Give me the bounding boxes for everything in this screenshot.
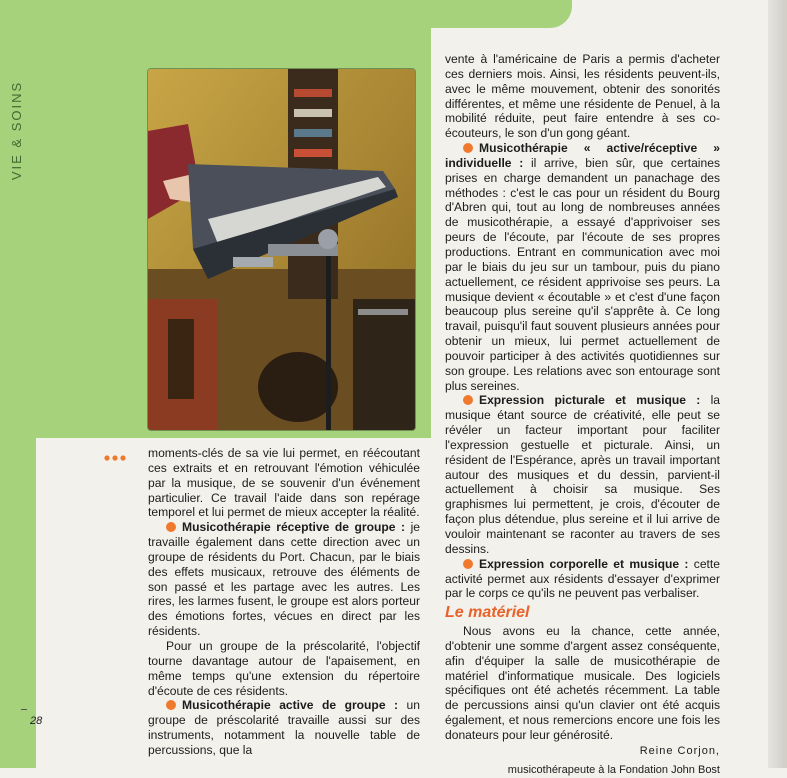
- paragraph: Expression picturale et musique : la musique étant source de créativité, elle peut se révéler un facteur important pour faciliter l'expression gestuelle et picturale. Ainsi, un résident de l'Espérance, après un travail important autour des musiques et du dessin, parvient-il actuellement à choisir sa musique. Ses graphismes lui permettent, je crois, d'écouter de façon plus détendue, plus sereine et il lui arrive de vouloir maintenant se raconter au travers de ses dessins.: [445, 393, 720, 556]
- paragraph: Musicothérapie « active/réceptive » individuelle : il arrive, bien sûr, que certaines prises en charge demandent un panachage des méthodes : c'est le cas pour un résident du Bourg d'Abren qui, tout au long de nombreuses années de musicothérapie, a essayé d'apprivoiser ses peurs de l'écoute, par l'écoute de ses propres productions. Entrant en communication avec moi par le biais du jeu sur un tambour, puis du piano actuellement, ce résident apprivoise ses peurs. La musique devient « écoutable » et c'est d'une façon beaucoup plus sereine qu'il s'apprête à. Ce long travail, puisqu'il faut souvent plusieurs années pour obtenir un mieux, lui permet actuellement de pouvoir participer à des activités quotidiennes sur son groupe. Les relations avec son entourage sont plus sereines.: [445, 141, 720, 393]
- right-column: [445, 52, 720, 778]
- top-green-band: [0, 0, 572, 28]
- section-label: VIE & SOINS: [9, 80, 25, 180]
- paragraph-heading: Musicothérapie réceptive de groupe :: [182, 520, 406, 535]
- paragraph-heading: Expression picturale et musique :: [479, 393, 701, 408]
- orange-bullet-icon: [166, 700, 176, 710]
- paragraph-heading: Musicothérapie active de groupe :: [182, 698, 399, 713]
- keyboard-photo: [148, 69, 415, 430]
- book-spine: [768, 0, 787, 768]
- materiel-title: Le matériel: [445, 604, 530, 622]
- left-column: [148, 446, 420, 758]
- signature-name: Reine Corjon,: [639, 744, 720, 757]
- orange-bullet-icon: [166, 522, 176, 532]
- signature-title: musicothérapeute à la Fondation John Bost: [507, 763, 720, 776]
- paragraph: Nous avons eu la chance, cette année, d'obtenir une somme d'argent assez conséquente, afin d'équiper la salle de musicothérapie de matériel d'informatique musicale. Des logiciels spécifiques ont été achetés récemment. La table de percussions ainsi qu'un clavier ont été acquis également, et nous remercions encore une fois les donateurs pour leur générosité.: [445, 624, 720, 742]
- page-number: 28: [30, 715, 43, 727]
- orange-bullet-icon: [463, 559, 473, 569]
- paragraph: vente à l'américaine de Paris a permis d'acheter ces derniers mois. Ainsi, les résidents peuvent-ils, avec le même mouvement, obtenir des sonorités différentes, et même une résidente de Penuel, à la mobilité réduite, peut faire entendre à ses co-écouteurs, le son d'un gong géant.: [445, 52, 720, 141]
- orange-bullet-icon: [463, 395, 473, 405]
- page-number-rule: [21, 709, 27, 710]
- orange-bullet-icon: [463, 143, 473, 153]
- paragraph: Pour un groupe de la préscolarité, l'objectif tourne davantage autour de l'apaisement, en même temps qu'une extension du répertoire d'écoute de ces résidents.: [148, 638, 420, 698]
- paragraph-heading: Expression corporelle et musique :: [479, 556, 689, 571]
- continuation-dots-icon: [103, 449, 129, 463]
- paragraph: Musicothérapie réceptive de groupe : je travaille également dans cette direction avec un groupe de résidents du Port. Chacun, par le biais des effets musicaux, retrouve des éléments de son passé et les partage avec les autres. Les rires, les larmes fusent, le groupe est alors porteur des émotions fortes, vécues en direct par les résidents.: [148, 520, 420, 639]
- paragraph: Musicothérapie active de groupe : un groupe de préscolarité travaille aussi sur des instruments, notamment la nouvelle table de percussions, que la: [148, 698, 420, 757]
- paragraph: Expression corporelle et musique : cette activité permet aux résidents d'essayer d'exprimer par le corps ce qu'ils ne peuvent pas verbaliser.: [445, 556, 720, 601]
- paragraph: moments-clés de sa vie lui permet, en réécoutant ces extraits et en retrouvant l'émotion véhiculée par la musique, de se souvenir d'un événement particulier. Ce travail l'aide dans son repérage temporel et lui permet de mieux accepter la réalité.: [148, 446, 420, 520]
- paragraph-heading: Musicothérapie « active/réceptive » individuelle :: [445, 141, 720, 170]
